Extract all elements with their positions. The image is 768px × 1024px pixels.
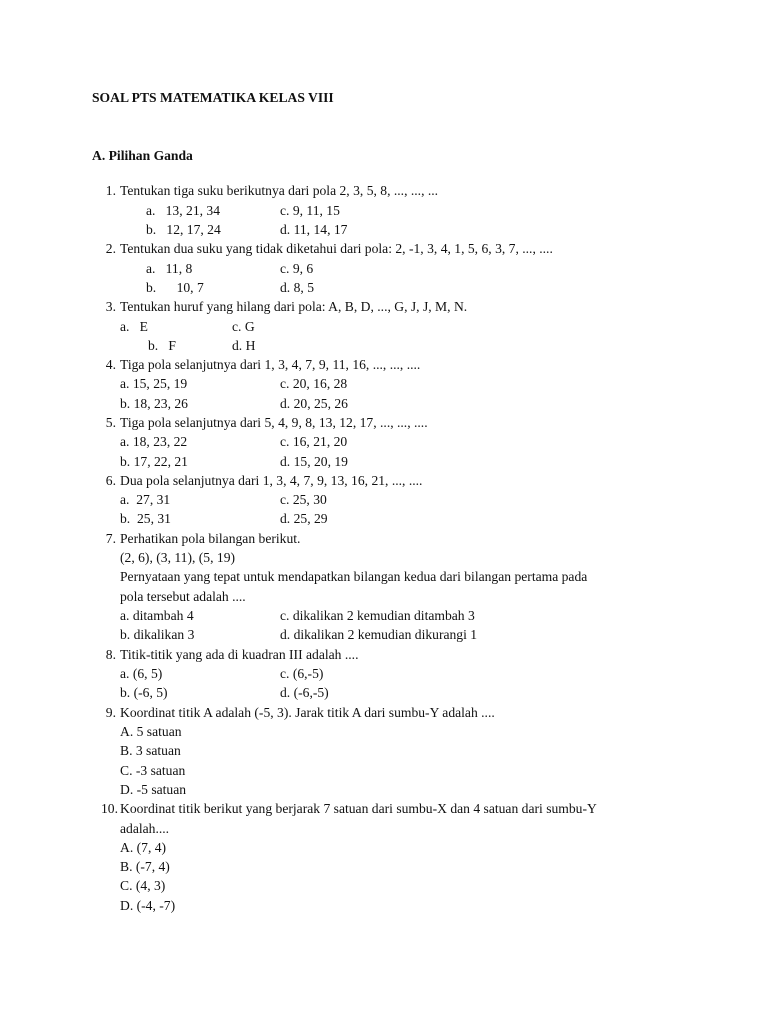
document-title: SOAL PTS MATEMATIKA KELAS VIII bbox=[92, 90, 334, 105]
option-d: d. (-6,-5) bbox=[280, 685, 329, 700]
question-number: 10. bbox=[101, 801, 118, 816]
option-c: c. 9, 11, 15 bbox=[280, 203, 340, 218]
option-a: A. 5 satuan bbox=[120, 724, 182, 739]
option-a: A. (7, 4) bbox=[120, 840, 167, 855]
question-number: 6. bbox=[105, 473, 116, 488]
option-b: b. dikalikan 3 bbox=[120, 627, 195, 642]
option-c: c. dikalikan 2 kemudian ditambah 3 bbox=[280, 608, 475, 623]
option-c: c. 25, 30 bbox=[280, 492, 327, 507]
question-text: Tentukan dua suku yang tidak diketahui dari pola: 2, -1, 3, 4, 1, 5, 6, 3, 7, ..., .... bbox=[120, 241, 553, 256]
option-d: d. 11, 14, 17 bbox=[280, 222, 348, 237]
question-text: Koordinat titik A adalah (-5, 3). Jarak titik A dari sumbu-Y adalah .... bbox=[120, 705, 495, 720]
option-a: a. 27, 31 bbox=[120, 492, 171, 507]
option-d: d. H bbox=[232, 338, 256, 353]
question-text: (2, 6), (3, 11), (5, 19) bbox=[120, 550, 236, 565]
question-text: pola tersebut adalah .... bbox=[120, 589, 246, 604]
option-a: a. 13, 21, 34 bbox=[146, 203, 221, 218]
option-c: c. 16, 21, 20 bbox=[280, 434, 348, 449]
option-b: B. (-7, 4) bbox=[120, 859, 170, 874]
option-b: b. 25, 31 bbox=[120, 511, 171, 526]
question-number: 5. bbox=[105, 415, 116, 430]
option-c: C. -3 satuan bbox=[120, 763, 186, 778]
option-d: D. (-4, -7) bbox=[120, 898, 176, 913]
option-c: c. (6,-5) bbox=[280, 666, 324, 681]
option-c: c. G bbox=[232, 319, 255, 334]
option-a: a. ditambah 4 bbox=[120, 608, 194, 623]
option-b: b. 10, 7 bbox=[146, 280, 204, 295]
option-d: D. -5 satuan bbox=[120, 782, 187, 797]
question-text: Tentukan tiga suku berikutnya dari pola 2, 3, 5, 8, ..., ..., ... bbox=[120, 183, 439, 198]
option-a: a. (6, 5) bbox=[120, 666, 163, 681]
option-b: b. 17, 22, 21 bbox=[120, 454, 188, 469]
option-d: d. 20, 25, 26 bbox=[280, 396, 348, 411]
question-text: Perhatikan pola bilangan berikut. bbox=[120, 531, 301, 546]
option-d: d. 8, 5 bbox=[280, 280, 314, 295]
question-text: Tentukan huruf yang hilang dari pola: A, B, D, ..., G, J, J, M, N. bbox=[120, 299, 468, 314]
question-number: 1. bbox=[105, 183, 116, 198]
option-b: b. 12, 17, 24 bbox=[146, 222, 221, 237]
option-d: d. 25, 29 bbox=[280, 511, 328, 526]
option-b: b. (-6, 5) bbox=[120, 685, 168, 700]
question-text: Pernyataan yang tepat untuk mendapatkan bilangan kedua dari bilangan pertama pada bbox=[120, 569, 588, 584]
question-number: 4. bbox=[105, 357, 116, 372]
question-text: Tiga pola selanjutnya dari 5, 4, 9, 8, 13, 12, 17, ..., ..., .... bbox=[120, 415, 428, 430]
question-number: 9. bbox=[105, 705, 116, 720]
option-a: a. 11, 8 bbox=[146, 261, 193, 276]
option-b: B. 3 satuan bbox=[120, 743, 181, 758]
option-d: d. dikalikan 2 kemudian dikurangi 1 bbox=[280, 627, 478, 642]
option-c: C. (4, 3) bbox=[120, 878, 166, 893]
option-b: b. F bbox=[148, 338, 176, 353]
question-text: Tiga pola selanjutnya dari 1, 3, 4, 7, 9, 11, 16, ..., ..., .... bbox=[120, 357, 421, 372]
question-text: Koordinat titik berikut yang berjarak 7 satuan dari sumbu-X dan 4 satuan dari sumbu-Y bbox=[120, 801, 597, 816]
question-text: adalah.... bbox=[120, 821, 170, 836]
option-b: b. 18, 23, 26 bbox=[120, 396, 188, 411]
question-number: 8. bbox=[105, 647, 116, 662]
option-a: a. 15, 25, 19 bbox=[120, 376, 188, 391]
option-a: a. 18, 23, 22 bbox=[120, 434, 188, 449]
option-c: c. 20, 16, 28 bbox=[280, 376, 348, 391]
section-heading: A. Pilihan Ganda bbox=[92, 148, 193, 163]
question-number: 7. bbox=[105, 531, 116, 546]
option-d: d. 15, 20, 19 bbox=[280, 454, 348, 469]
question-number: 3. bbox=[105, 299, 116, 314]
option-a: a. E bbox=[120, 319, 148, 334]
question-text: Titik-titik yang ada di kuadran III adalah .... bbox=[120, 647, 359, 662]
option-c: c. 9, 6 bbox=[280, 261, 314, 276]
question-text: Dua pola selanjutnya dari 1, 3, 4, 7, 9, 13, 16, 21, ..., .... bbox=[120, 473, 423, 488]
question-number: 2. bbox=[105, 241, 116, 256]
